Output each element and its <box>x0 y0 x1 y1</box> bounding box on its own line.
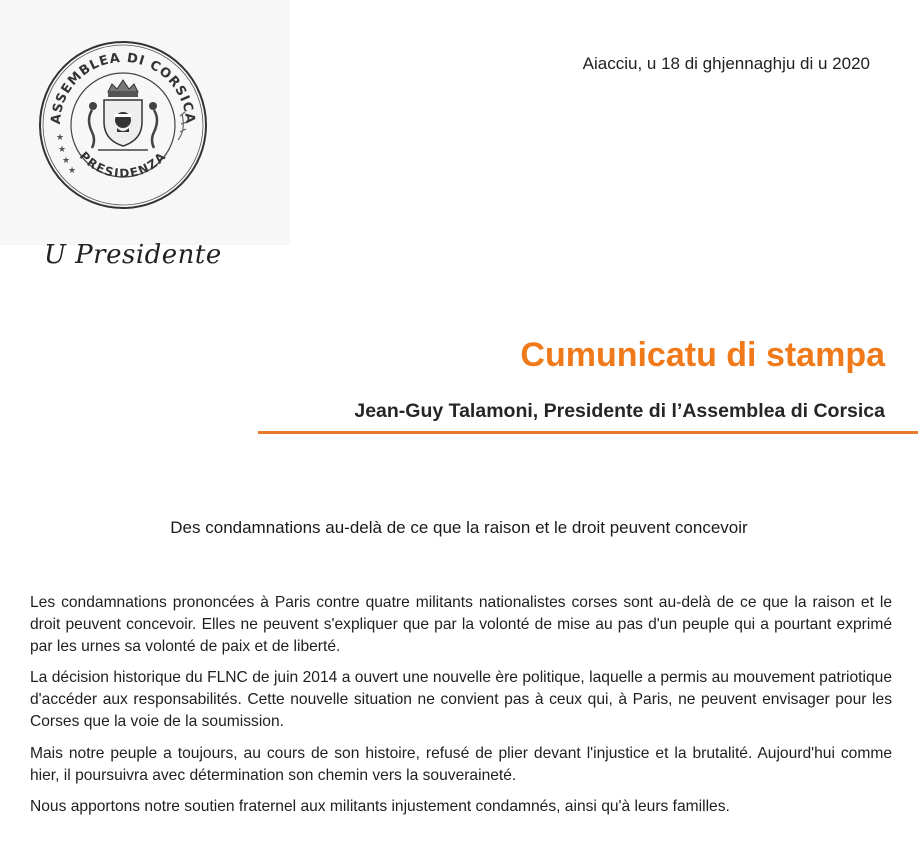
body-paragraph: Nous apportons notre soutien fraternel aux militants injustement condamnés, ainsi qu'à leurs familles. <box>30 798 730 816</box>
press-release-title: Cumunicatu di stampa <box>520 336 885 374</box>
seal-bottom-text: PRESIDENZA <box>76 148 170 181</box>
letterhead-seal-area <box>0 0 290 245</box>
svg-text:★: ★ <box>56 133 65 143</box>
body-paragraph: Mais notre peuple a toujours, au cours de son histoire, refusé de plier devant l'injustice et la brutalité. Aujourd'hui comme hier, il poursuivra avec détermination son chemin vers la souveraineté. <box>30 744 892 784</box>
orange-divider-rule <box>258 431 918 434</box>
svg-text:★: ★ <box>58 145 67 155</box>
assemblea-seal-emblem <box>38 40 208 210</box>
president-signature: U Presidente <box>44 240 222 270</box>
document-date: Aiacciu, u 18 di ghjennaghju di u 2020 <box>582 54 870 73</box>
body-paragraph: La décision historique du FLNC de juin 2014 a ouvert une nouvelle ère politique, laquelle a permis au mouvement patriotique d'accéder aux responsabilités. Cette nouvelle situation ne convient pas à ceux qui, à Paris, ne peuvent envisager pour les Corses que la voie de la soumission. <box>30 669 892 730</box>
svg-text:★: ★ <box>68 166 77 176</box>
svg-text:★: ★ <box>62 156 71 166</box>
svg-text:PRESIDENZA <box>77 149 169 181</box>
body-paragraph: Les condamnations prononcées à Paris contre quatre militants nationalistes corses sont au-delà de ce que la raison et le droit peuvent concevoir. Elles ne peuvent s'expliquer que par la volonté de mise au pas d'un peuple qui a pourtant exprimé par les urnes sa volonté de paix et de liberté. <box>30 594 892 655</box>
statement-body <box>30 592 892 828</box>
press-release-subtitle: Jean-Guy Talamoni, Presidente di l’Assemblea di Corsica <box>354 400 885 422</box>
seal-top-text: ASSEMBLEA DI CORSICA <box>48 50 198 125</box>
statement-headline: Des condamnations au-delà de ce que la raison et le droit peuvent concevoir <box>170 518 748 537</box>
